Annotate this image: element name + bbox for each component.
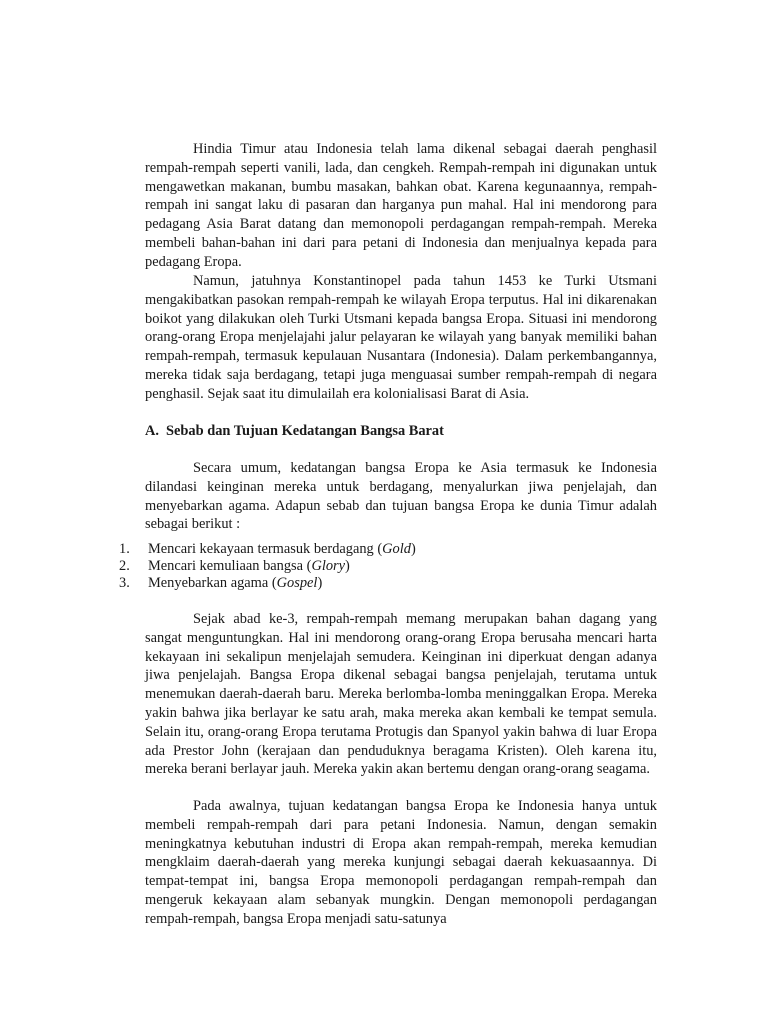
reasons-list — [119, 541, 659, 592]
paragraph-section-intro: Secara umum, kedatangan bangsa Eropa ke Asia termasuk ke Indonesia dilandasi keinginan mereka untuk berdagang, menyalurkan jiwa penjelajah, dan menyebarkan agama. Adapun sebab dan tujuan bangsa Eropa ke dunia Timur adalah sebagai berikut : — [145, 460, 657, 533]
paragraph-intro-spices: Hindia Timur atau Indonesia telah lama dikenal sebagai daerah penghasil rempah-rempah seperti vanili, lada, dan cengkeh. Rempah-rempah ini digunakan untuk mengawetkan makanan, bumbu masakan, bahkan obat. Karena kegunaannya, rempah-rempah ini sangat laku di pasaran dan harganya pun mahal. Hal ini mendorong para pedagang Asia Barat datang dan memonopoli perdagangan rempah-rempah. Mereka membeli bahan-bahan ini dari para petani di Indonesia dan menjualnya kepada para pedagang Eropa. — [145, 141, 657, 270]
list-item-text: Menyebarkan agama (Gospel) — [148, 575, 323, 591]
paragraph-exploration: Sejak abad ke-3, rempah-rempah memang merupakan bahan dagang yang sangat menguntungkan. Hal ini mendorong orang-orang Eropa berusaha mencari harta kekayaan ini sekalipun menjelajah semudera. Keinginan ini diperkuat dengan adanya jiwa penjelajah. Bangsa Eropa dikenal sebagai bangsa penjelajah, terutama untuk menemukan daerah-daerah baru. Mereka berlomba-lomba meninggalkan Eropa. Mereka yakin bahwa jika berlayar ke satu arah, maka mereka akan kembali ke tempat semula. Selain itu, orang-orang Eropa terutama Protugis dan Spanyol yakin bahwa di luar Eropa ada Prestor John (kerajaan dan penduduknya beragama Kristen). Oleh karena itu, mereka berani berlayar jauh. Mereka yakin akan bertemu dengan orang-orang seagama. — [145, 611, 657, 778]
list-item — [119, 541, 659, 558]
section-heading-title: Sebab dan Tujuan Kedatangan Bangsa Barat — [166, 423, 444, 439]
list-item — [119, 575, 659, 592]
list-item-term: Glory — [311, 558, 346, 574]
paragraph-constantinople: Namun, jatuhnya Konstantinopel pada tahun 1453 ke Turki Utsmani mengakibatkan pasokan rempah-rempah ke wilayah Eropa terputus. Hal ini dikarenakan boikot yang dilakukan oleh Turki Utsmani kepada bangsa Eropa. Situasi ini mendorong orang-orang Eropa menjelajahi jalur pelayaran ke wilayah yang banyak memiliki bahan rempah-rempah, termasuk kepulauan Nusantara (Indonesia). Dalam perkembangannya, mereka tidak saja berdagang, tetapi juga menguasai sumber rempah-rempah di negara penghasil. Sejak saat itu dimulailah era kolonialisasi Barat di Asia. — [145, 273, 657, 402]
list-item-number: 3. — [119, 575, 130, 591]
list-item-term: Gospel — [276, 575, 318, 591]
section-heading — [145, 422, 657, 441]
list-item-text: Mencari kekayaan termasuk berdagang (Gold) — [148, 541, 416, 557]
section-heading-number: A. — [145, 423, 159, 439]
list-item-number: 1. — [119, 541, 130, 557]
list-item — [119, 558, 659, 575]
list-item-number: 2. — [119, 558, 130, 574]
list-item-text: Mencari kemuliaan bangsa (Glory) — [148, 558, 350, 574]
list-item-term: Gold — [382, 541, 411, 557]
paragraph-monopoly: Pada awalnya, tujuan kedatangan bangsa Eropa ke Indonesia hanya untuk membeli rempah-rempah dari para petani Indonesia. Namun, dengan semakin meningkatnya kebutuhan industri di Eropa akan rempah-rempah, mereka kemudian mengklaim daerah-daerah yang mereka kunjungi sebagai daerah kekuasaannya. Di tempat-tempat ini, bangsa Eropa memonopoli perdagangan rempah-rempah dan mengeruk kekayaan alam sebanyak mungkin. Dengan memonopoli perdagangan rempah-rempah, bangsa Eropa menjadi satu-satunya — [145, 798, 657, 927]
